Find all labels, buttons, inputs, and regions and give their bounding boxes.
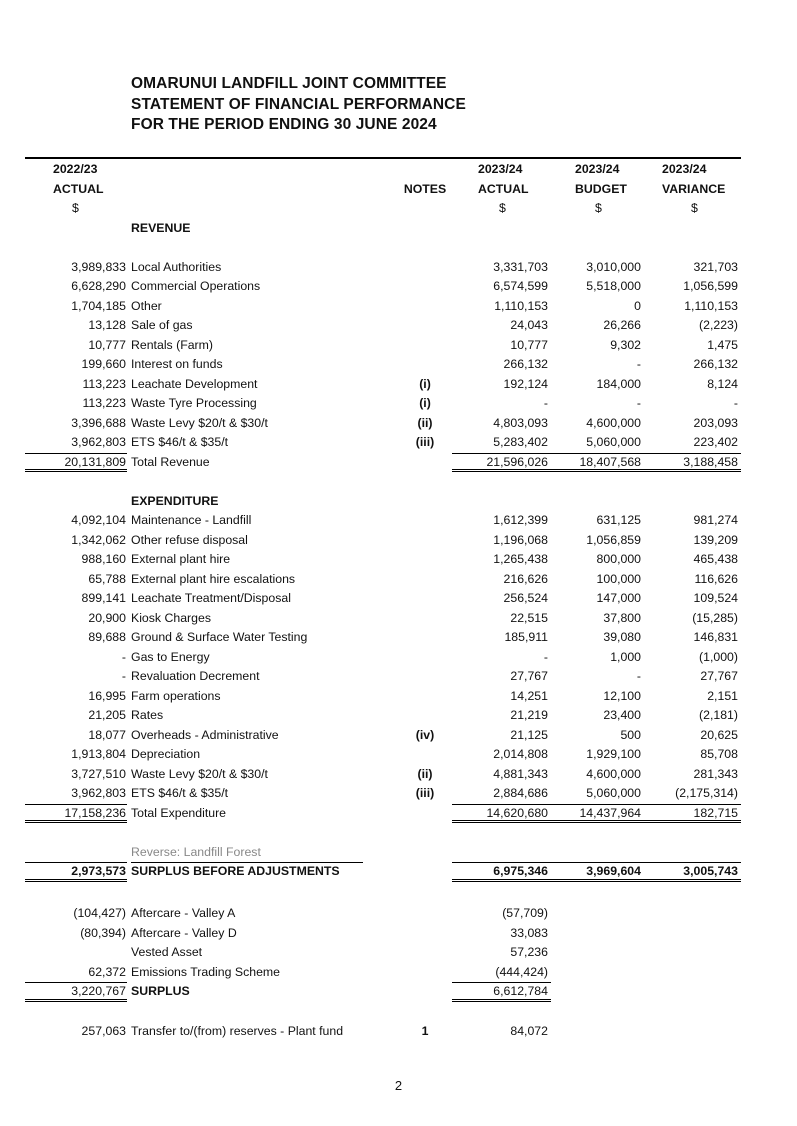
surplus-before-budget-cell: 3,969,604 [586, 864, 641, 878]
surplus-before-variance-cell: 3,005,743 [683, 864, 738, 878]
line-item-label: Gas to Energy [131, 649, 210, 664]
line-item-label: Local Authorities [131, 259, 222, 274]
spacer-row [0, 1002, 797, 1022]
adjustment-label: Vested Asset [131, 945, 203, 959]
actual-cell: (444,424) [495, 964, 548, 979]
variance-cell: (2,223) [699, 318, 738, 332]
prior-actual-cell: 899,141 [81, 591, 126, 605]
actual-cell: 3,331,703 [493, 259, 548, 274]
prior-actual-cell: 20,900 [88, 610, 126, 625]
spacer-row [0, 238, 797, 258]
budget-cell: 147,000 [596, 591, 641, 605]
surplus-before-adjustments-row [0, 862, 797, 882]
variance-cell: 20,625 [700, 727, 738, 742]
line-item-label: Farm operations [131, 688, 221, 703]
header-notes: NOTES [403, 181, 447, 196]
table-row [0, 394, 797, 414]
actual-cell: 22,515 [510, 610, 548, 625]
header-prior-currency: $ [72, 201, 79, 215]
budget-cell: 4,600,000 [586, 766, 641, 781]
actual-cell: 216,626 [503, 571, 548, 586]
expenditure-heading-row [0, 492, 797, 512]
actual-cell: (57,709) [502, 906, 548, 920]
prior-actual-cell: 4,092,104 [71, 513, 126, 527]
budget-cell: 9,302 [610, 337, 641, 352]
table-row [0, 706, 797, 726]
line-item-label: Depreciation [131, 747, 201, 761]
prior-actual-cell: (80,394) [80, 925, 126, 940]
transfer-prior-cell: 257,063 [81, 1024, 126, 1038]
reverse-row [0, 843, 797, 863]
header-variance-currency: $ [691, 201, 698, 215]
prior-actual-cell: 988,160 [81, 552, 126, 566]
total-revenue-label: Total Revenue [131, 454, 210, 469]
variance-cell: 223,402 [693, 435, 738, 449]
actual-cell: - [543, 396, 548, 410]
prior-actual-cell: 21,205 [88, 708, 126, 722]
table-row [0, 316, 797, 336]
header-variance: VARIANCE [662, 181, 726, 196]
budget-cell: 3,010,000 [586, 259, 641, 274]
variance-cell: 2,151 [707, 688, 738, 703]
total-expenditure-label: Total Expenditure [131, 805, 227, 820]
prior-actual-cell: 3,727,510 [71, 766, 126, 781]
line-item-label: Leachate Development [131, 376, 258, 391]
surplus-label: SURPLUS [131, 984, 190, 998]
surplus-row [0, 982, 797, 1002]
header-actual-year: 2023/24 [478, 162, 523, 176]
line-item-label: External plant hire [131, 552, 231, 566]
variance-cell: 981,274 [693, 513, 738, 527]
actual-cell: 1,110,153 [494, 298, 548, 313]
reverse-landfill-forest-label: Reverse: Landfill Forest [131, 844, 261, 859]
table-row [0, 336, 797, 356]
table-row [0, 726, 797, 746]
surplus-before-actual-cell: 6,975,346 [493, 864, 548, 878]
table-row [0, 648, 797, 668]
actual-cell: 192,124 [503, 376, 548, 391]
line-item-label: External plant hire escalations [131, 571, 296, 586]
page-number: 2 [394, 1078, 403, 1093]
prior-actual-cell: 3,962,803 [71, 435, 126, 449]
budget-cell: 0 [634, 298, 641, 313]
table-row [0, 667, 797, 687]
header-rule [25, 157, 741, 159]
actual-cell: 185,911 [504, 630, 548, 644]
adjustment-label: Emissions Trading Scheme [131, 964, 280, 979]
prior-actual-cell: - [121, 669, 126, 683]
prior-actual-cell: - [121, 649, 126, 664]
variance-cell: 1,056,599 [683, 279, 738, 293]
note-cell: (iii) [415, 786, 435, 800]
table-row [0, 687, 797, 707]
budget-cell: 1,929,100 [586, 747, 641, 761]
variance-cell: (15,285) [692, 610, 738, 625]
prior-actual-cell: 13,128 [88, 318, 126, 332]
line-item-label: Interest on funds [131, 357, 223, 371]
adjustment-label: Aftercare - Valley D [131, 925, 237, 940]
budget-cell: 39,080 [603, 630, 641, 644]
total-budget-cell: 18,407,568 [579, 454, 641, 469]
table-row [0, 297, 797, 317]
line-item-label: ETS $46/t & $35/t [131, 786, 229, 800]
transfer-row [0, 1022, 797, 1042]
total-prior-cell: 17,158,236 [64, 805, 126, 820]
actual-cell: 27,767 [510, 669, 548, 683]
prior-actual-cell: 62,372 [88, 964, 126, 979]
prior-actual-cell: 89,688 [88, 630, 126, 644]
variance-cell: 1,110,153 [684, 298, 738, 313]
actual-cell: 2,014,808 [493, 747, 548, 761]
table-row [0, 531, 797, 551]
prior-actual-cell: 3,962,803 [71, 786, 126, 800]
surplus-before-label: SURPLUS BEFORE ADJUSTMENTS [131, 864, 340, 878]
header-row-currency [0, 199, 797, 219]
table-row [0, 745, 797, 765]
line-item-label: Leachate Treatment/Disposal [131, 591, 291, 605]
spacer-row [0, 882, 797, 902]
budget-cell: 1,000 [610, 649, 641, 664]
actual-cell: 6,574,599 [493, 279, 548, 293]
title-period: FOR THE PERIOD ENDING 30 JUNE 2024 [131, 116, 437, 133]
actual-cell: 21,125 [510, 727, 548, 742]
prior-actual-cell: 65,788 [88, 571, 126, 586]
header-variance-year: 2023/24 [662, 162, 707, 176]
line-item-label: Other [131, 298, 162, 313]
line-item-label: Sale of gas [131, 318, 193, 332]
header-actual: ACTUAL [478, 181, 529, 196]
prior-actual-cell: 18,077 [88, 727, 126, 742]
title-committee: OMARUNUI LANDFILL JOINT COMMITTEE [131, 75, 447, 92]
variance-cell: 465,438 [693, 552, 738, 566]
variance-cell: - [733, 396, 738, 410]
total-revenue-row [0, 453, 797, 473]
note-cell: (iv) [415, 727, 435, 742]
total-expenditure-row [0, 804, 797, 824]
budget-cell: 800,000 [596, 552, 641, 566]
note-cell: (ii) [417, 415, 433, 430]
table-row [0, 765, 797, 785]
table-row [0, 414, 797, 434]
budget-cell: 37,800 [603, 610, 641, 625]
line-item-label: Maintenance - Landfill [131, 513, 252, 527]
variance-cell: 146,831 [693, 630, 738, 644]
variance-cell: (2,181) [699, 708, 738, 722]
variance-cell: 8,124 [707, 376, 738, 391]
table-row [0, 511, 797, 531]
line-item-label: Waste Tyre Processing [131, 396, 257, 410]
total-actual-cell: 21,596,026 [486, 454, 548, 469]
note-cell: (iii) [415, 435, 435, 449]
prior-actual-cell: 16,995 [88, 688, 126, 703]
variance-cell: 321,703 [693, 259, 738, 274]
total-actual-cell: 14,620,680 [486, 805, 548, 820]
variance-cell: 116,626 [694, 571, 738, 586]
header-budget: BUDGET [575, 181, 627, 196]
budget-cell: - [636, 357, 641, 371]
expenditure-heading: EXPENDITURE [131, 493, 219, 508]
table-row [0, 258, 797, 278]
table-row [0, 375, 797, 395]
budget-cell: 4,600,000 [586, 415, 641, 430]
table-row [0, 277, 797, 297]
table-row [0, 589, 797, 609]
surplus-before-prior-cell: 2,973,573 [71, 864, 126, 878]
revenue-heading: REVENUE [131, 220, 191, 235]
table-row [0, 355, 797, 375]
actual-cell: 5,283,402 [493, 435, 548, 449]
variance-cell: 266,132 [693, 357, 738, 371]
header-budget-year: 2023/24 [575, 162, 620, 176]
note-cell: (i) [419, 376, 431, 391]
variance-cell: 281,343 [693, 766, 738, 781]
header-prior-actual: ACTUAL [53, 181, 104, 196]
variance-cell: 85,708 [700, 747, 738, 761]
line-item-label: Commercial Operations [131, 279, 261, 293]
revenue-heading-row [0, 219, 797, 239]
total-variance-cell: 3,188,458 [683, 454, 738, 469]
prior-actual-cell: 1,913,804 [71, 747, 126, 761]
transfer-note-cell: 1 [421, 1024, 429, 1038]
variance-cell: 139,209 [693, 532, 738, 547]
variance-cell: 203,093 [693, 415, 738, 430]
actual-cell: 57,236 [510, 945, 548, 959]
line-item-label: Waste Levy $20/t & $30/t [131, 415, 268, 430]
line-item-label: Kiosk Charges [131, 610, 211, 625]
prior-actual-cell: 199,660 [81, 357, 126, 371]
prior-actual-cell: 113,223 [82, 376, 126, 391]
variance-cell: 27,767 [700, 669, 738, 683]
budget-cell: 23,400 [603, 708, 641, 722]
prior-actual-cell: 113,223 [82, 396, 126, 410]
budget-cell: 100,000 [596, 571, 641, 586]
actual-cell: 33,083 [510, 925, 548, 940]
total-budget-cell: 14,437,964 [579, 805, 641, 820]
budget-cell: - [636, 396, 641, 410]
header-row-year [0, 160, 797, 180]
line-item-label: Revaluation Decrement [131, 669, 260, 683]
line-item-label: Other refuse disposal [131, 532, 248, 547]
actual-cell: - [543, 649, 548, 664]
prior-actual-cell: 3,396,688 [71, 415, 126, 430]
spacer-row [0, 823, 797, 843]
transfer-actual-cell: 84,072 [510, 1024, 548, 1038]
actual-cell: 24,043 [510, 318, 548, 332]
adjustment-row [0, 924, 797, 944]
actual-cell: 1,612,399 [493, 513, 548, 527]
actual-cell: 1,265,438 [493, 552, 548, 566]
budget-cell: 500 [620, 727, 641, 742]
adjustment-row [0, 904, 797, 924]
actual-cell: 4,803,093 [493, 415, 548, 430]
line-item-label: ETS $46/t & $35/t [131, 435, 229, 449]
adjustment-row [0, 943, 797, 963]
note-cell: (i) [419, 396, 431, 410]
header-prior-year: 2022/23 [53, 162, 98, 176]
actual-cell: 21,219 [510, 708, 548, 722]
prior-actual-cell: 1,704,185 [71, 298, 126, 313]
budget-cell: 1,056,859 [586, 532, 641, 547]
actual-cell: 10,777 [510, 337, 548, 352]
actual-cell: 256,524 [503, 591, 548, 605]
actual-cell: 4,881,343 [493, 766, 548, 781]
surplus-actual-cell: 6,612,784 [493, 984, 548, 998]
budget-cell: 631,125 [596, 513, 641, 527]
actual-cell: 2,884,686 [493, 786, 548, 800]
prior-actual-cell: 6,628,290 [71, 279, 126, 293]
adjustment-row [0, 963, 797, 983]
prior-actual-cell: (104,427) [73, 906, 126, 920]
header-row-labels [0, 180, 797, 200]
table-row [0, 433, 797, 453]
variance-cell: 1,475 [707, 337, 738, 352]
header-budget-currency: $ [595, 201, 602, 215]
table-row [0, 784, 797, 804]
header-actual-currency: $ [499, 201, 506, 215]
budget-cell: 12,100 [603, 688, 641, 703]
surplus-prior-cell: 3,220,767 [71, 984, 126, 998]
table-row [0, 570, 797, 590]
line-item-label: Waste Levy $20/t & $30/t [131, 766, 268, 781]
title-statement: STATEMENT OF FINANCIAL PERFORMANCE [131, 95, 466, 113]
budget-cell: 26,266 [603, 318, 641, 332]
prior-actual-cell: 1,342,062 [71, 532, 126, 547]
line-item-label: Rates [131, 708, 164, 722]
table-row [0, 609, 797, 629]
statement-titles [131, 74, 466, 136]
prior-actual-cell: 3,989,833 [71, 259, 126, 274]
table-row [0, 628, 797, 648]
note-cell: (ii) [417, 766, 433, 781]
budget-cell: 5,060,000 [586, 786, 641, 800]
adjustment-label: Aftercare - Valley A [131, 906, 236, 920]
actual-cell: 266,132 [503, 357, 548, 371]
budget-cell: 184,000 [596, 376, 641, 391]
budget-cell: 5,518,000 [586, 279, 641, 293]
transfer-label: Transfer to/(from) reserves - Plant fund [131, 1024, 344, 1038]
line-item-label: Overheads - Administrative [131, 727, 279, 742]
actual-cell: 1,196,068 [493, 532, 548, 547]
spacer-row [0, 472, 797, 492]
total-prior-cell: 20,131,809 [64, 454, 126, 469]
budget-cell: - [636, 669, 641, 683]
variance-cell: (1,000) [699, 649, 738, 664]
variance-cell: 109,524 [693, 591, 738, 605]
budget-cell: 5,060,000 [586, 435, 641, 449]
total-variance-cell: 182,715 [693, 805, 738, 820]
financial-table [0, 160, 797, 1042]
line-item-label: Rentals (Farm) [131, 337, 213, 352]
prior-actual-cell: 10,777 [88, 337, 126, 352]
variance-cell: (2,175,314) [675, 786, 738, 800]
actual-cell: 14,251 [510, 688, 548, 703]
line-item-label: Ground & Surface Water Testing [131, 630, 308, 644]
table-row [0, 550, 797, 570]
